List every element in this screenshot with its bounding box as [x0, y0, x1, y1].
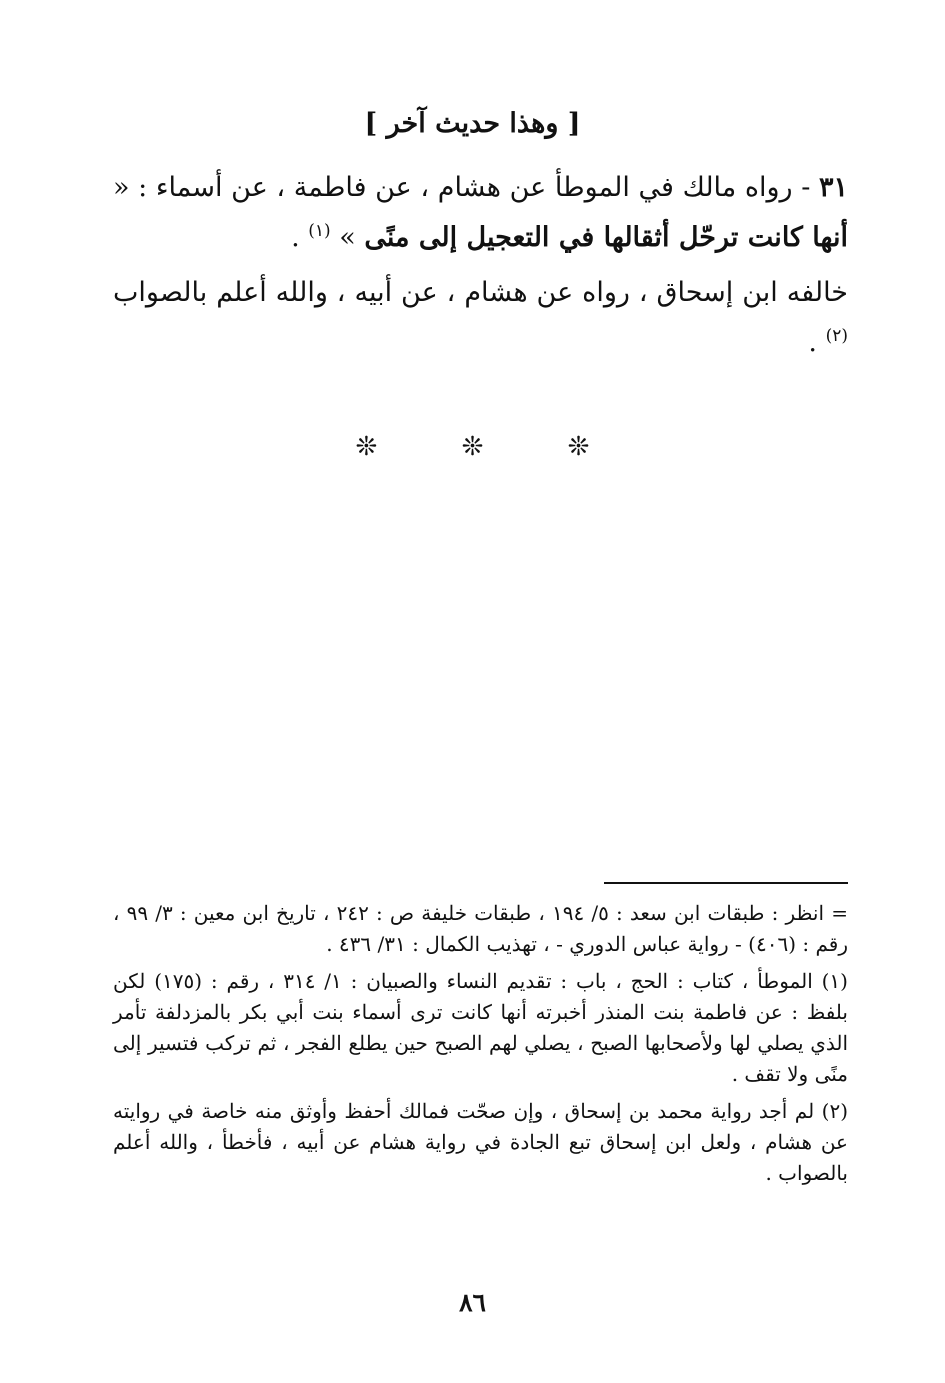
section-heading: [ وهذا حديث آخر ]	[364, 108, 581, 139]
hadith-dash: -	[792, 172, 819, 203]
hadith-text-before: رواه مالك في الموطأ عن هشام ، عن فاطمة ، عن أسماء : «	[113, 172, 793, 203]
hadith-quote: أنها كانت ترحّل أثقالها في التعجيل إلى منًى	[364, 222, 848, 253]
hadith-end: .	[291, 222, 309, 253]
footnote-continuation: = انظر : طبقات ابن سعد : ٥/ ١٩٤ ، طبقات خليفة ص : ٢٤٢ ، تاريخ ابن معين : ٣/ ٩٩ ، رقم : (٤٠٦) - رواية عباس الدوري - ، تهذيب الكمال : ٣١/ ٤٣٦ .	[113, 901, 848, 956]
page-number: ٨٦	[459, 1288, 486, 1317]
hadith-number: ٣١	[818, 172, 848, 203]
comment-end: .	[808, 327, 826, 358]
section-separator: ❊ ❊ ❊	[355, 432, 628, 462]
footnote-divider	[604, 882, 848, 884]
footnote-ref-2: (٢)	[825, 326, 848, 346]
hadith-paragraph	[113, 163, 848, 263]
comment-text: خالفه ابن إسحاق ، رواه عن هشام ، عن أبيه ، والله أعلم بالصواب	[113, 277, 848, 308]
hadith-text-after: »	[339, 222, 365, 253]
footnotes	[113, 898, 848, 1195]
footnote-ref-1: (١)	[308, 221, 331, 241]
comment-paragraph	[113, 268, 848, 368]
footnote-1: (١) الموطأ ، كتاب : الحج ، باب : تقديم النساء والصبيان : ١/ ٣١٤ ، رقم : (١٧٥) لكن بلفظ : عن فاطمة بنت المنذر أخبرته أنها كانت ترى أسماء بنت أبي بكر بالمزدلفة تأمر الذي يصلي لها ولأصحابها الصبح ، يصلي لهم الصبح حين يطلع الفجر ، ثم تركب فتسير إلى منًى ولا تقف .	[113, 969, 848, 1086]
footnote-2: (٢) لم أجد رواية محمد بن إسحاق ، وإن صحّت فمالك أحفظ وأوثق منه خاصة في روايته عن هشام ، ولعل ابن إسحاق تبع الجادة في رواية هشام عن أبيه ، فأخطأ ، والله أعلم بالصواب .	[113, 1099, 848, 1185]
